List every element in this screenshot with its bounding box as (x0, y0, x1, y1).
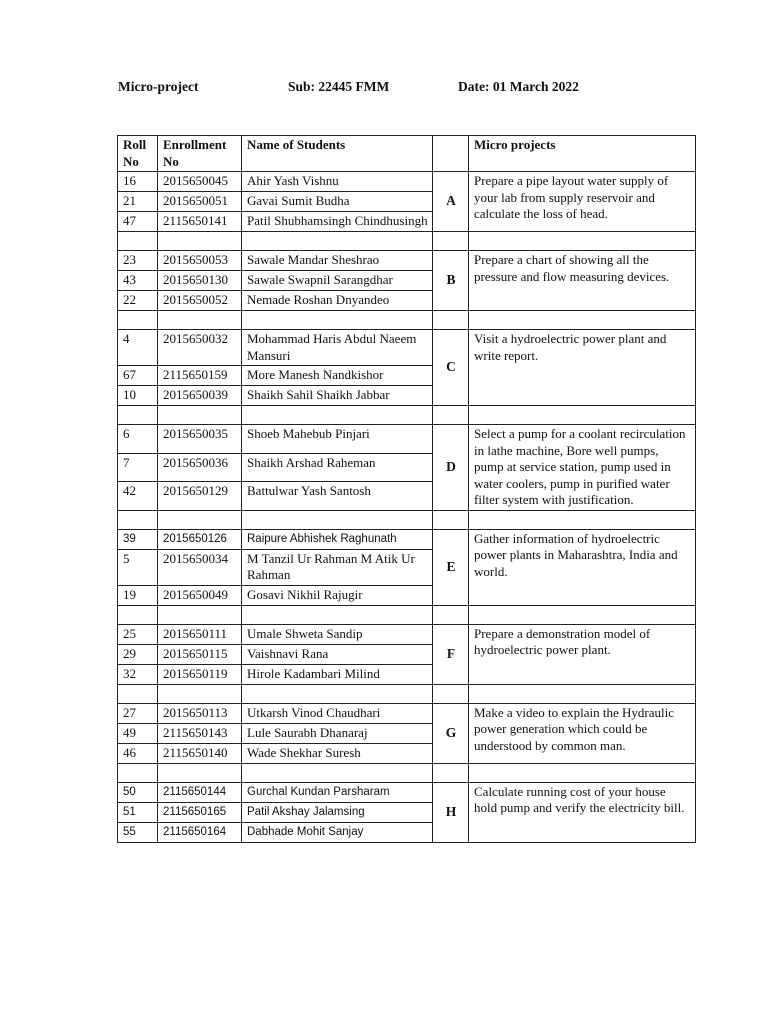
enrollment-cell: 2115650143 (158, 723, 242, 743)
roll-cell: 7 (118, 453, 158, 482)
spacer-row (118, 510, 696, 529)
enrollment-cell: 2115650144 (158, 782, 242, 802)
roll-cell: 67 (118, 366, 158, 386)
enrollment-cell: 2015650035 (158, 425, 242, 454)
col-group-header (433, 136, 469, 172)
table-row (118, 330, 696, 366)
group-letter-cell: A (433, 172, 469, 232)
group-letter-cell: C (433, 330, 469, 406)
enrollment-cell: 2015650115 (158, 644, 242, 664)
enrollment-cell: 2015650119 (158, 664, 242, 684)
table-row (118, 782, 696, 802)
student-name-cell: Patil Shubhamsingh Chindhusingh (242, 212, 433, 232)
student-name-cell: Wade Shekhar Suresh (242, 743, 433, 763)
spacer-row (118, 406, 696, 425)
roll-cell: 43 (118, 271, 158, 291)
enrollment-cell: 2015650113 (158, 703, 242, 723)
roll-cell: 50 (118, 782, 158, 802)
table-row (118, 251, 696, 271)
table-header-row (118, 136, 696, 172)
student-name-cell: Gavai Sumit Budha (242, 192, 433, 212)
project-description-cell: Select a pump for a coolant recirculation in lathe machine, Bore well pumps, pump at service station, pump used in water coolers, pump in purified water filter system with justification. (469, 425, 696, 511)
student-name-cell: Lule Saurabh Dhanaraj (242, 723, 433, 743)
roll-cell: 6 (118, 425, 158, 454)
student-name-cell: Raipure Abhishek Raghunath (242, 529, 433, 549)
group-letter-cell: B (433, 251, 469, 311)
roll-cell: 29 (118, 644, 158, 664)
project-description-cell: Visit a hydroelectric power plant and write report. (469, 330, 696, 406)
table-row (118, 425, 696, 454)
enrollment-cell: 2015650045 (158, 172, 242, 192)
student-name-cell: More Manesh Nandkishor (242, 366, 433, 386)
spacer-row (118, 232, 696, 251)
table-body (118, 172, 696, 843)
enrollment-cell: 2115650141 (158, 212, 242, 232)
roll-cell: 4 (118, 330, 158, 366)
student-name-cell: M Tanzil Ur Rahman M Atik Ur Rahman (242, 549, 433, 585)
document-header (118, 79, 698, 99)
group-letter-cell: H (433, 782, 469, 842)
group-letter-cell: D (433, 425, 469, 511)
roll-cell: 32 (118, 664, 158, 684)
enrollment-cell: 2015650052 (158, 291, 242, 311)
roll-cell: 21 (118, 192, 158, 212)
enrollment-cell: 2115650140 (158, 743, 242, 763)
student-name-cell: Utkarsh Vinod Chaudhari (242, 703, 433, 723)
student-name-cell: Ahir Yash Vishnu (242, 172, 433, 192)
roll-cell: 19 (118, 585, 158, 605)
roll-cell: 23 (118, 251, 158, 271)
enrollment-cell: 2015650039 (158, 386, 242, 406)
roll-cell: 46 (118, 743, 158, 763)
enrollment-cell: 2015650051 (158, 192, 242, 212)
student-name-cell: Sawale Swapnil Sarangdhar (242, 271, 433, 291)
table-row (118, 624, 696, 644)
student-name-cell: Nemade Roshan Dnyandeo (242, 291, 433, 311)
col-project-header: Micro projects (469, 136, 696, 172)
roll-cell: 55 (118, 822, 158, 842)
spacer-row (118, 684, 696, 703)
project-description-cell: Prepare a pipe layout water supply of your lab from supply reservoir and calculate the loss of head. (469, 172, 696, 232)
enrollment-cell: 2015650032 (158, 330, 242, 366)
col-enrollment-header: Enrollment No (158, 136, 242, 172)
spacer-row (118, 605, 696, 624)
project-description-cell: Calculate running cost of your house hold pump and verify the electricity bill. (469, 782, 696, 842)
roll-cell: 42 (118, 482, 158, 511)
roll-cell: 22 (118, 291, 158, 311)
header-title: Micro-project (118, 79, 199, 94)
roll-cell: 5 (118, 549, 158, 585)
enrollment-cell: 2015650129 (158, 482, 242, 511)
roll-cell: 10 (118, 386, 158, 406)
spacer-row (118, 311, 696, 330)
enrollment-cell: 2015650126 (158, 529, 242, 549)
project-description-cell: Prepare a chart of showing all the pressure and flow measuring devices. (469, 251, 696, 311)
enrollment-cell: 2015650130 (158, 271, 242, 291)
roll-cell: 25 (118, 624, 158, 644)
enrollment-cell: 2015650034 (158, 549, 242, 585)
enrollment-cell: 2015650111 (158, 624, 242, 644)
project-description-cell: Gather information of hydroelectric power plants in Maharashtra, India and world. (469, 529, 696, 605)
roll-cell: 51 (118, 802, 158, 822)
roll-cell: 39 (118, 529, 158, 549)
student-name-cell: Battulwar Yash Santosh (242, 482, 433, 511)
enrollment-cell: 2015650053 (158, 251, 242, 271)
student-name-cell: Umale Shweta Sandip (242, 624, 433, 644)
roll-cell: 16 (118, 172, 158, 192)
group-letter-cell: E (433, 529, 469, 605)
enrollment-cell: 2015650049 (158, 585, 242, 605)
student-name-cell: Mohammad Haris Abdul Naeem Mansuri (242, 330, 433, 366)
enrollment-cell: 2015650036 (158, 453, 242, 482)
student-name-cell: Vaishnavi Rana (242, 644, 433, 664)
header-subject: Sub: 22445 FMM (288, 79, 390, 94)
table-row (118, 703, 696, 723)
enrollment-cell: 2115650165 (158, 802, 242, 822)
student-name-cell: Hirole Kadambari Milind (242, 664, 433, 684)
project-description-cell: Make a video to explain the Hydraulic power generation which could be understood by common man. (469, 703, 696, 763)
student-name-cell: Sawale Mandar Sheshrao (242, 251, 433, 271)
micro-project-table (117, 135, 696, 843)
enrollment-cell: 2115650159 (158, 366, 242, 386)
roll-cell: 27 (118, 703, 158, 723)
roll-cell: 47 (118, 212, 158, 232)
col-name-header: Name of Students (242, 136, 433, 172)
table-row (118, 529, 696, 549)
group-letter-cell: G (433, 703, 469, 763)
student-name-cell: Gurchal Kundan Parsharam (242, 782, 433, 802)
student-name-cell: Dabhade Mohit Sanjay (242, 822, 433, 842)
table-row (118, 172, 696, 192)
student-name-cell: Gosavi Nikhil Rajugir (242, 585, 433, 605)
student-name-cell: Patil Akshay Jalamsing (242, 802, 433, 822)
student-name-cell: Shaikh Arshad Raheman (242, 453, 433, 482)
student-name-cell: Shaikh Sahil Shaikh Jabbar (242, 386, 433, 406)
spacer-row (118, 763, 696, 782)
col-roll-header: Roll No (118, 136, 158, 172)
enrollment-cell: 2115650164 (158, 822, 242, 842)
header-date: Date: 01 March 2022 (458, 79, 579, 94)
student-name-cell: Shoeb Mahebub Pinjari (242, 425, 433, 454)
roll-cell: 49 (118, 723, 158, 743)
group-letter-cell: F (433, 624, 469, 684)
project-description-cell: Prepare a demonstration model of hydroelectric power plant. (469, 624, 696, 684)
